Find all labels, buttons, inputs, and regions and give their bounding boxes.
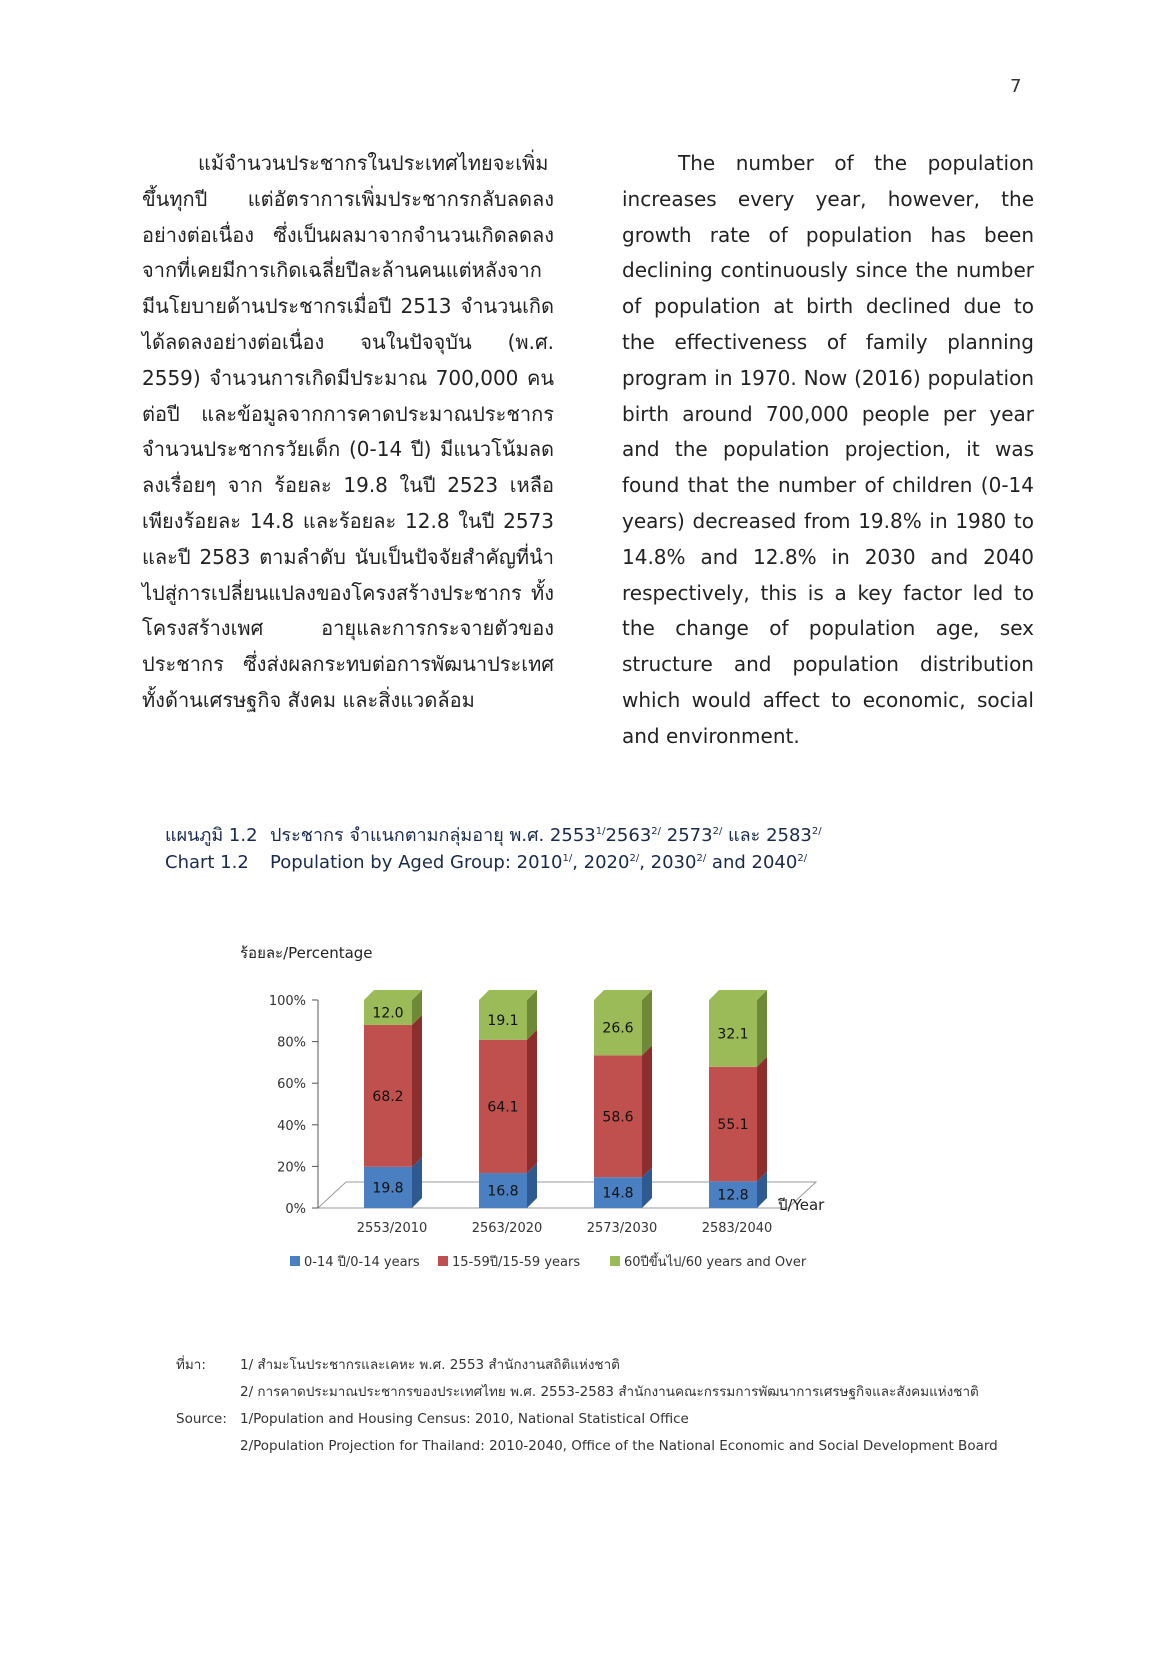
chart-title-thai-y3: 2573 bbox=[666, 825, 713, 846]
chart-title-en-sup2: 2/ bbox=[629, 853, 640, 864]
chart-title-en-y2: , 2020 bbox=[572, 852, 630, 873]
data-label: 19.1 bbox=[487, 1012, 519, 1029]
footnote-en-2: 2/Population Projection for Thailand: 2010-2040, Office of the National Economic and Social Development Board bbox=[240, 1438, 998, 1454]
data-label: 32.1 bbox=[717, 1026, 749, 1043]
chart-title-en-text: Population by Aged Group: 2010 bbox=[270, 852, 563, 873]
data-label: 58.6 bbox=[602, 1109, 634, 1126]
chart-title-thai-sup1: 1/ bbox=[595, 826, 606, 837]
chart-title-thai-sup3: 2/ bbox=[712, 826, 723, 837]
footnotes bbox=[176, 1352, 998, 1460]
x-tick-label: 2583/2040 bbox=[701, 1221, 773, 1236]
footnote-thai-key: ที่มา: bbox=[176, 1357, 206, 1373]
page-number: 7 bbox=[1010, 76, 1022, 97]
bar-top bbox=[594, 990, 652, 1000]
chart-title-en-sup4: 2/ bbox=[797, 853, 808, 864]
y-tick-label: 80% bbox=[277, 1035, 306, 1051]
x-tick-label: 2563/2020 bbox=[471, 1221, 543, 1236]
footnote-en-key: Source: bbox=[176, 1411, 227, 1427]
chart-label-en: Chart 1.2 bbox=[165, 852, 249, 873]
chart-title-en-sup3: 2/ bbox=[696, 853, 707, 864]
footnote-thai-2: 2/ การคาดประมาณประชากรของประเทศไทย พ.ศ. 2553-2583 สำนักงานคณะกรรมการพัฒนาการเศรษฐกิจและสังคมแห่งชาติ bbox=[240, 1384, 979, 1400]
thai-paragraph: แม้จำนวนประชากรในประเทศไทยจะเพิ่มขึ้นทุกปี แต่อัตราการเพิ่มประชากรกลับลดลงอย่างต่อเนื่อง ซึ่งเป็นผลมาจากจำนวนเกิดลดลงจากที่เคยมีการเกิดเฉลี่ยปีละล้านคนแต่หลังจากมีนโยบายด้านประชากรเมื่อปี 2513 จำนวนเกิดได้ลดลงอย่างต่อเนื่อง จนในปัจจุบัน (พ.ศ. 2559) จำนวนการเกิดมีประมาณ 700,000 คนต่อปี และข้อมูลจากการคาดประมาณประชากร จำนวนประชากรวัยเด็ก (0-14 ปี) มีแนวโน้มลดลงเรื่อยๆ จาก ร้อยละ 19.8 ในปี 2523 เหลือเพียงร้อยละ 14.8 และร้อยละ 12.8 ในปี 2573 และปี 2583 ตามลำดับ นับเป็นปัจจัยสำคัญที่นำไปสู่การเปลี่ยนแปลงของโครงสร้างประชากร ทั้งโครงสร้างเพศ อายุและการกระจายตัวของประชากร ซึ่งส่งผลกระทบต่อการพัฒนาประเทศ ทั้งด้านเศรษฐกิจ สังคม และสิ่งแวดล้อม bbox=[142, 151, 554, 712]
y-tick-label: 20% bbox=[277, 1160, 306, 1176]
data-label: 12.8 bbox=[717, 1187, 749, 1204]
y-tick-label: 40% bbox=[277, 1118, 306, 1134]
english-paragraph: The number of the population increases every year, however, the growth rate of population has been declining continuously since the number of population at birth declined due to the effectiveness of family planning program in 1970. Now (2016) population birth around 700,000 people per year and the population projection, it was found that the number of children (0-14 years) decreased from 19.8% in 1980 to 14.8% and 12.8% in 2030 and 2040 respectively, this is a key factor led to the change of population age, sex structure and population distribution which would affect to economic, social and environment. bbox=[622, 151, 1034, 748]
data-label: 55.1 bbox=[717, 1117, 749, 1134]
chart-title-thai-and: และ 2583 bbox=[728, 825, 812, 846]
x-tick-label: 2573/2030 bbox=[586, 1221, 658, 1236]
chart-title-en-sup1: 1/ bbox=[562, 853, 573, 864]
chart-label-thai: แผนภูมิ 1.2 bbox=[165, 825, 258, 846]
y-tick-label: 0% bbox=[285, 1202, 306, 1217]
english-column bbox=[622, 146, 1034, 755]
chart-title-en bbox=[165, 852, 807, 873]
chart-title-thai bbox=[165, 820, 822, 849]
legend-label: 15-59ปี/15-59 years bbox=[452, 1255, 581, 1270]
data-label: 26.6 bbox=[602, 1020, 634, 1037]
bar-side bbox=[527, 1030, 537, 1173]
data-label: 16.8 bbox=[487, 1183, 519, 1200]
x-tick-label: 2553/2010 bbox=[356, 1221, 428, 1236]
x-axis-label: ปี/Year bbox=[778, 1196, 825, 1214]
bar-top bbox=[709, 990, 767, 1000]
data-label: 19.8 bbox=[372, 1180, 404, 1197]
chart-title-thai-y2: 2563 bbox=[605, 825, 652, 846]
chart-title-thai-text: ประชากร จำแนกตามกลุ่มอายุ พ.ศ. 2553 bbox=[270, 825, 596, 846]
footnote-thai-1: 1/ สำมะโนประชากรและเคหะ พ.ศ. 2553 สำนักงานสถิติแห่งชาติ bbox=[240, 1357, 620, 1373]
bar-side bbox=[412, 1015, 422, 1167]
legend-swatch bbox=[438, 1256, 448, 1266]
legend-swatch bbox=[290, 1256, 300, 1266]
legend-label: 60ปีขึ้นไป/60 years and Over bbox=[624, 1255, 807, 1270]
footnote-en-1: 1/Population and Housing Census: 2010, National Statistical Office bbox=[240, 1411, 689, 1427]
bar-side bbox=[757, 1057, 767, 1182]
legend-label: 0-14 ปี/0-14 years bbox=[304, 1255, 420, 1270]
chart-title-en-y3: , 2030 bbox=[639, 852, 697, 873]
y-tick-label: 100% bbox=[268, 994, 306, 1009]
chart-title-thai-sup4: 2/ bbox=[811, 826, 822, 837]
bar-top bbox=[364, 990, 422, 1000]
y-axis-label: ร้อยละ/Percentage bbox=[240, 944, 373, 962]
data-label: 14.8 bbox=[602, 1185, 634, 1202]
bar-top bbox=[479, 990, 537, 1000]
chart-title-thai-sup2: 2/ bbox=[651, 826, 662, 837]
data-label: 68.2 bbox=[372, 1088, 404, 1105]
thai-column bbox=[142, 146, 554, 719]
bar-side bbox=[757, 990, 767, 1067]
population-chart bbox=[240, 930, 900, 1270]
chart-title-en-and: and 2040 bbox=[711, 852, 798, 873]
bar-side bbox=[642, 1045, 652, 1177]
legend-swatch bbox=[610, 1256, 620, 1266]
bar-side bbox=[642, 990, 652, 1055]
y-tick-label: 60% bbox=[277, 1077, 306, 1093]
data-label: 64.1 bbox=[487, 1099, 519, 1116]
data-label: 12.0 bbox=[372, 1005, 404, 1022]
